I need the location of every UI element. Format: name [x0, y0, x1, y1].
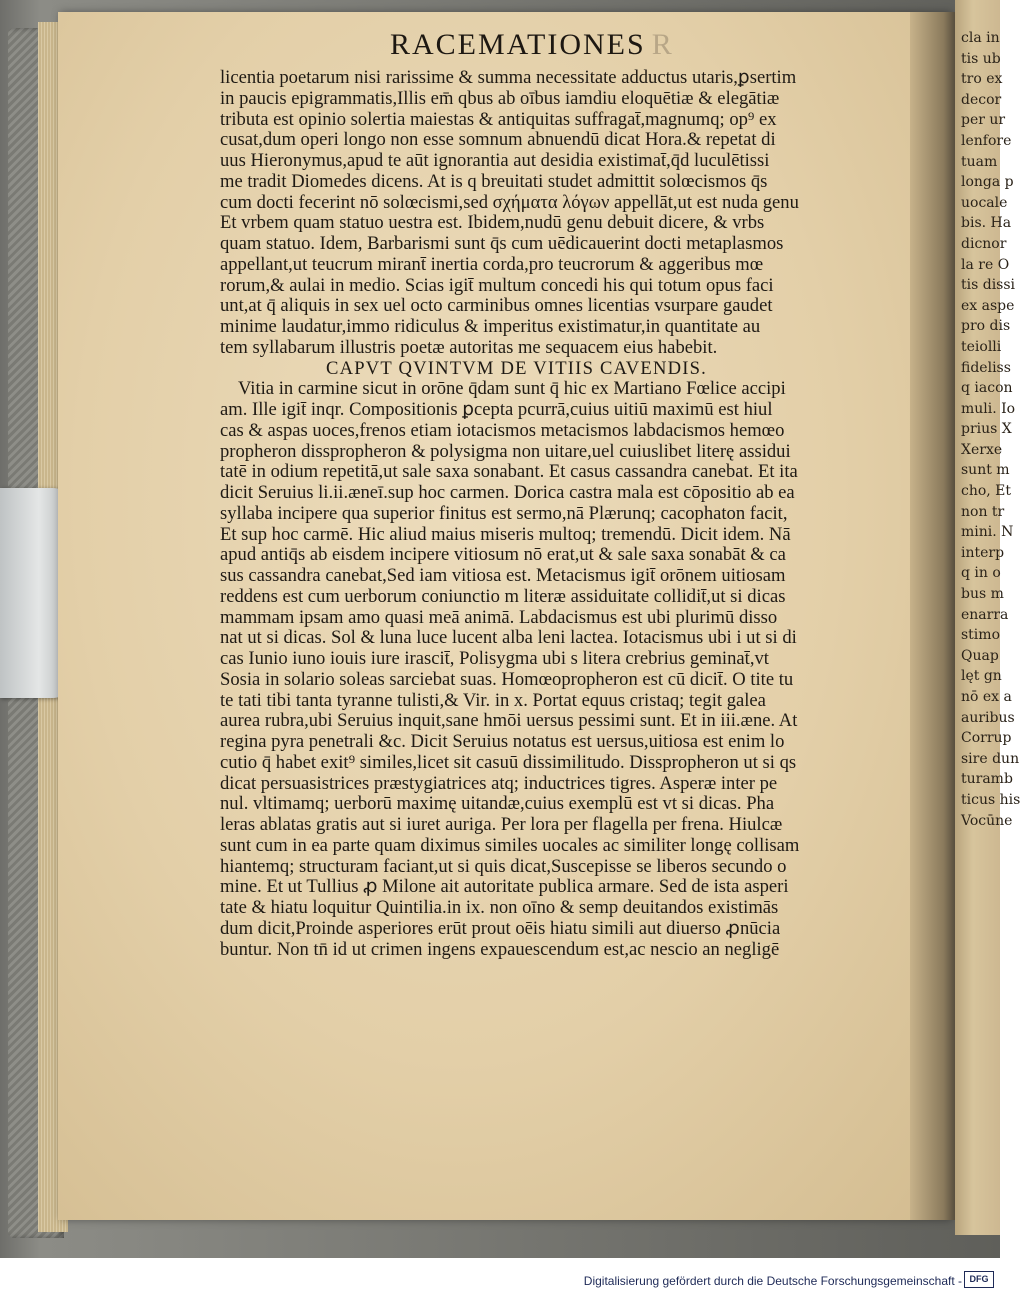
text-line: propheron disspropheron & polysigma non uitare,uel cuiuslibet literę assidui — [220, 440, 791, 462]
facing-page-fragment: prius X — [961, 421, 1012, 438]
text-line: rorum,& aulai in medio. Scias igit̄ multum concedi his qui totum opus faci — [220, 274, 774, 296]
text-line: dum dicit,Proinde asperiores erūt prout oēis hiatu simili aut diuerso ꝓnūcia — [220, 917, 781, 939]
facing-page-fragment: stimo — [961, 627, 1000, 644]
facing-page-fragment: longa p — [961, 174, 1014, 191]
facing-page-fragment: sunt m — [961, 462, 1010, 479]
facing-page-fragment: sire dun — [961, 750, 1020, 767]
facing-page-fragment: Quap — [961, 647, 999, 664]
facing-page-fragment: mini. N — [961, 524, 1014, 541]
chapter-paragraph — [220, 379, 882, 960]
facing-page-text — [955, 28, 1020, 831]
text-line: cutio q̄ habet exit⁹ similes,licet sit casuū dissimilitudo. Disspropheron ut si qs — [220, 751, 797, 773]
facing-page-fragment: dicnor — [961, 235, 1007, 252]
facing-page-fragment: fideliss — [961, 359, 1011, 376]
text-line: syllaba incipere qua superior finitus est sermo,nā Plærunq; cacophaton facit, — [220, 502, 788, 524]
text-line: mine. Et ut Tullius ꝓ Milone ait autoritate publica armare. Sed de ista asperi — [220, 876, 789, 898]
facing-page-fragment: non tr — [961, 503, 1005, 520]
text-line: cum docti fecerint nō solœcismi,sed σχήματα λόγων appellāt,ut est nuda genu — [220, 191, 799, 213]
facing-page-fragment: cho, Et — [961, 483, 1012, 500]
text-line: Et sup hoc carmē. Hic aliud maius miseris multoq; tremendū. Dicit idem. Nā — [220, 523, 791, 545]
text-line: Sosia in solario soleas sarciebat suas. Homœopropheron est cū dicit̄. O tite tu — [220, 668, 794, 690]
facing-page-fragment: Xerxe — [961, 441, 1003, 458]
text-line: reddens est cum uerborum coniunctio m literæ assiduitate collidit̄,ut si dicas — [220, 585, 786, 607]
facing-page-fragment: ex aspe — [961, 297, 1015, 314]
facing-page-fragment: tuam — [961, 153, 998, 170]
text-line: appellant,ut teucrum mirant̄ inertia corda,pro teucrorum & aggeribus mœ — [220, 253, 764, 275]
facing-page — [955, 0, 1020, 1235]
text-line: Et vrbem quam statuo uestra est. Ibidem,nudū genu debuit dicere, & vrbs — [220, 212, 765, 234]
text-line: dicat persuasistrices præstygiatrices atq; inductrices tigres. Asperæ inter pe — [220, 772, 778, 794]
text-line: te tati tibi tanta tyranne tulisti,& Vir. in x. Portat equus cristaq; tegit galea — [220, 689, 766, 711]
facing-page-fragment: lęt gn — [961, 668, 1002, 685]
facing-page-fragment: interp — [961, 544, 1005, 561]
text-line: unt,at q̄ aliquis in sex uel octo carminibus omnes licentias vsurpare gaudet — [220, 295, 773, 317]
facing-page-fragment: uocale — [961, 194, 1008, 211]
facing-page-fragment: tis ub — [961, 50, 1001, 67]
text-line: apud antiq̄s ab eisdem incipere vitiosum nō erat,ut & sale saxa sonabāt & ca — [220, 544, 786, 566]
text-line: leras ablatas gratis aut si iuret auriga. Per lora per flagella per frena. Hiulcæ — [220, 814, 783, 835]
text-line: buntur. Non tn̄ id ut crimen ingens expauescendum est,ac nescio an negligē — [220, 938, 780, 960]
text-line: tem syllabarum illustris poetæ autoritas me sequacem eius habebit. — [220, 336, 718, 358]
facing-page-fragment: q in o — [961, 565, 1001, 582]
text-line: hiantemq; structuram faciant,ut si quis dicat,Suscepisse se liberos secundo o — [220, 855, 787, 877]
funding-credit: Digitalisierung gefördert durch die Deutsche Forschungsgemeinschaft - — [583, 1274, 962, 1288]
text-line: am. Ille igit̄ inqr. Compositionis ꝑcepta pcurrā,cuius uitiū maximū est hiul — [220, 399, 773, 420]
facing-page-fragment: q iacon — [961, 380, 1013, 397]
text-line: sunt cum in ea parte quam diximus similes uocales ac similiter longę collisam — [220, 834, 800, 856]
facing-page-fragment: decor — [961, 91, 1002, 108]
text-line: cas Iunio iuno iouis iure irascit̄, Polisygma ubi s litera crebrius geminat̄,vt — [220, 648, 769, 669]
book-gutter — [910, 12, 958, 1220]
text-line: in paucis epigrammatis,Illis em̄ qbus ab oībus iamdiu eloquētiæ & elegātiæ — [220, 87, 780, 109]
facing-page-fragment: muli. Io — [961, 400, 1016, 417]
text-line: minime laudatur,immo ridiculus & imperitus existimatur,in quantitate au — [220, 316, 761, 337]
running-head — [390, 28, 690, 62]
facing-page-fragment: teiolli — [961, 338, 1002, 355]
facing-page-fragment: per ur — [961, 112, 1006, 129]
facing-page-fragment: turamb — [961, 771, 1013, 788]
text-line: mammam ipsam amo quasi meā animā. Labdacismus est ubi plurimū disso — [220, 606, 778, 628]
text-line: tatē in odium repetitā,ut sale saxa sonabant. Et casus cassandra canebat. Et ita — [220, 461, 798, 483]
facing-page-fragment: ticus his — [961, 791, 1020, 808]
running-head-bleed-through: R — [651, 28, 674, 61]
facing-page-fragment: auribus — [961, 709, 1015, 726]
text-line: cusat,dum operi longo non esse somnum abnuendū dicat Hora.& repetat di — [220, 129, 776, 151]
facing-page-fragment: tis dissi — [961, 277, 1016, 294]
facing-page-fragment: nō ex a — [961, 689, 1012, 705]
text-line: licentia poetarum nisi rarissime & summa necessitate adductus utaris,ꝑsertim — [220, 67, 797, 88]
text-line: cas & aspas uoces,frenos etiam iotacismos metacismos labdacismos hemœo — [220, 419, 785, 441]
running-head-title: RACEMATIONES — [390, 28, 646, 61]
text-line: tate & hiatu loquitur Quintilia.in ix. non oīno & semp deuitandos existimās — [220, 897, 779, 918]
main-text — [220, 68, 882, 960]
text-line: dicit Seruius li.ii.æneī.sup hoc carmen. Dorica castra mala est cōpositio ab ea — [220, 482, 795, 503]
facing-page-fragment: lenfore — [961, 132, 1012, 149]
dfg-logo: DFG — [964, 1271, 994, 1288]
text-line: aurea rubra,ubi Seruius inquit,sane hmōi uersus pessimi sunt. Et in iii.æne. At — [220, 710, 798, 732]
text-line: regina pyra penetrali &c. Dicit Seruius notatus est uersus,uitiosa est enim lo — [220, 731, 785, 752]
facing-page-fragment: cla in — [961, 30, 1000, 46]
facing-page-fragment: Vocūne — [961, 812, 1013, 829]
text-line: uus Hieronymus,apud te aūt ignorantia aut desidia existimat̄,q̄d luculētissi — [220, 150, 770, 171]
facing-page-fragment: bis. Ha — [961, 215, 1012, 232]
facing-page-fragment: enarra — [961, 606, 1009, 623]
facing-page-top-margin — [955, 0, 1000, 28]
text-line: nat ut si dicas. Sol & luna luce lucent alba leni lactea. Iotacismus ubi i ut si di — [220, 627, 797, 649]
chapter-heading: CAPVT QVINTVM DE VITIIS CAVENDIS. — [326, 357, 708, 379]
text-line: tributa est opinio solertia maiestas & antiquitas suffragat̄,magnumq; op⁹ ex — [220, 108, 777, 130]
text-line: quam statuo. Idem, Barbarismi sunt q̄s cum uēdicauerint docti metaplasmos — [220, 233, 784, 254]
facing-page-fragment: Corrup — [961, 730, 1012, 747]
text-line: me tradit Diomedes dicens. At is q breuitati studet admittit solœcismos q̄s — [220, 170, 768, 192]
facing-page-fragment: bus m — [961, 586, 1004, 603]
text-line: nul. vltimamq; uerborū maximę uitandæ,cuius exemplū est vt si dicas. Pha — [220, 793, 775, 815]
facing-page-fragment: tro ex — [961, 71, 1003, 88]
text-line: Vitia in carmine sicut in orōne q̄dam sunt q̄ hic ex Martiano Fœlice accipi — [238, 378, 786, 400]
text-line: sus cassandra canebat,Sed iam vitiosa est. Metacismus igit̄ orōnem uitiosam — [220, 565, 786, 586]
facing-page-fragment: pro dis — [961, 318, 1011, 335]
facing-page-fragment: la re O — [961, 256, 1010, 273]
body-paragraph — [220, 68, 882, 359]
